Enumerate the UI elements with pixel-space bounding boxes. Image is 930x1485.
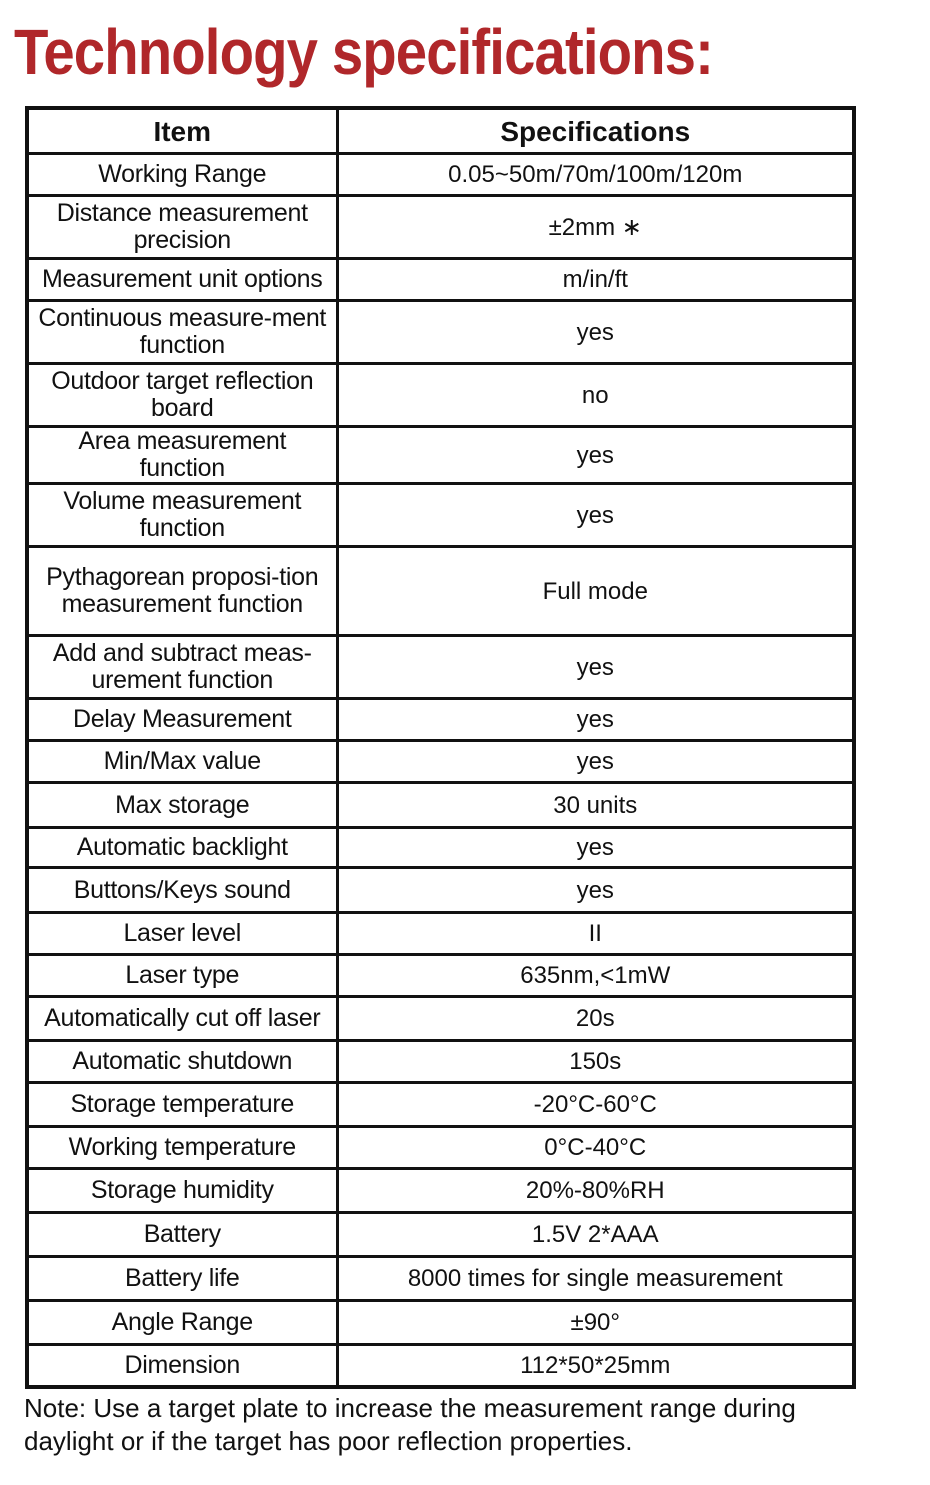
spec-item-cell: Automatic shutdown: [27, 1041, 337, 1083]
spec-value-cell: yes: [337, 301, 854, 364]
spec-item-cell: Automatic backlight: [27, 828, 337, 868]
spec-value-cell: no: [337, 364, 854, 427]
table-row: [27, 259, 854, 301]
table-row: [27, 364, 854, 427]
spec-item-cell: Battery: [27, 1213, 337, 1257]
spec-item-cell: Outdoor target reflection board: [27, 364, 337, 427]
spec-value-cell: 0°C-40°C: [337, 1127, 854, 1169]
spec-value-cell: 20%-80%RH: [337, 1169, 854, 1213]
spec-item-cell: Buttons/Keys sound: [27, 868, 337, 913]
table-row: [27, 1041, 854, 1083]
spec-value-cell: 635nm,<1mW: [337, 955, 854, 997]
spec-value-cell: yes: [337, 741, 854, 783]
column-header-item: Item: [27, 108, 337, 154]
spec-item-cell: Area measurement function: [27, 427, 337, 484]
spec-item-cell: Automatically cut off laser: [27, 997, 337, 1041]
spec-item-cell: Laser type: [27, 955, 337, 997]
table-row: [27, 427, 854, 484]
table-row: [27, 154, 854, 196]
table-row: [27, 699, 854, 741]
table-row: [27, 1127, 854, 1169]
table-row: [27, 1213, 854, 1257]
spec-item-cell: Add and subtract meas-urement function: [27, 636, 337, 699]
spec-value-cell: 0.05~50m/70m/100m/120m: [337, 154, 854, 196]
table-row: [27, 484, 854, 547]
spec-item-cell: Max storage: [27, 783, 337, 828]
spec-item-cell: Angle Range: [27, 1301, 337, 1345]
table-row: [27, 1345, 854, 1387]
spec-value-cell: m/in/ft: [337, 259, 854, 301]
spec-item-cell: Battery life: [27, 1257, 337, 1301]
spec-item-cell: Dimension: [27, 1345, 337, 1387]
spec-value-cell: Full mode: [337, 547, 854, 636]
table-row: [27, 913, 854, 955]
spec-value-cell: II: [337, 913, 854, 955]
spec-value-cell: 112*50*25mm: [337, 1345, 854, 1387]
table-row: [27, 828, 854, 868]
spec-item-cell: Pythagorean proposi-tion measurement function: [27, 547, 337, 636]
spec-value-cell: 8000 times for single measurement: [337, 1257, 854, 1301]
table-row: [27, 196, 854, 259]
spec-value-cell: yes: [337, 427, 854, 484]
spec-item-cell: Working Range: [27, 154, 337, 196]
spec-item-cell: Storage temperature: [27, 1083, 337, 1127]
table-row: [27, 1257, 854, 1301]
spec-item-cell: Measurement unit options: [27, 259, 337, 301]
spec-value-cell: yes: [337, 699, 854, 741]
table-row: [27, 301, 854, 364]
spec-item-cell: Storage humidity: [27, 1169, 337, 1213]
spec-value-cell: 30 units: [337, 783, 854, 828]
spec-item-cell: Min/Max value: [27, 741, 337, 783]
spec-item-cell: Laser level: [27, 913, 337, 955]
spec-table: [25, 106, 856, 1389]
spec-value-cell: ±2mm ∗: [337, 196, 854, 259]
spec-value-cell: yes: [337, 828, 854, 868]
spec-value-cell: yes: [337, 484, 854, 547]
spec-item-cell: Working temperature: [27, 1127, 337, 1169]
table-row: [27, 636, 854, 699]
footnote: Note: Use a target plate to increase the measurement range during daylight or if the target has poor reflection properties.: [24, 1393, 796, 1456]
spec-value-cell: yes: [337, 868, 854, 913]
spec-value-cell: -20°C-60°C: [337, 1083, 854, 1127]
spec-item-cell: Volume measurement function: [27, 484, 337, 547]
spec-table-body: [27, 154, 854, 1387]
table-row: [27, 547, 854, 636]
spec-value-cell: yes: [337, 636, 854, 699]
table-header-row: [27, 108, 854, 154]
table-row: [27, 741, 854, 783]
column-header-specifications: Specifications: [337, 108, 854, 154]
spec-value-cell: 150s: [337, 1041, 854, 1083]
table-row: [27, 997, 854, 1041]
table-row: [27, 1301, 854, 1345]
table-row: [27, 868, 854, 913]
spec-item-cell: Continuous measure-ment function: [27, 301, 337, 364]
spec-item-cell: Distance measurement precision: [27, 196, 337, 259]
spec-value-cell: 1.5V 2*AAA: [337, 1213, 854, 1257]
page-title: Technology specifications:: [14, 16, 713, 88]
table-row: [27, 1083, 854, 1127]
table-row: [27, 955, 854, 997]
table-row: [27, 1169, 854, 1213]
spec-value-cell: 20s: [337, 997, 854, 1041]
spec-value-cell: ±90°: [337, 1301, 854, 1345]
table-row: [27, 783, 854, 828]
spec-item-cell: Delay Measurement: [27, 699, 337, 741]
